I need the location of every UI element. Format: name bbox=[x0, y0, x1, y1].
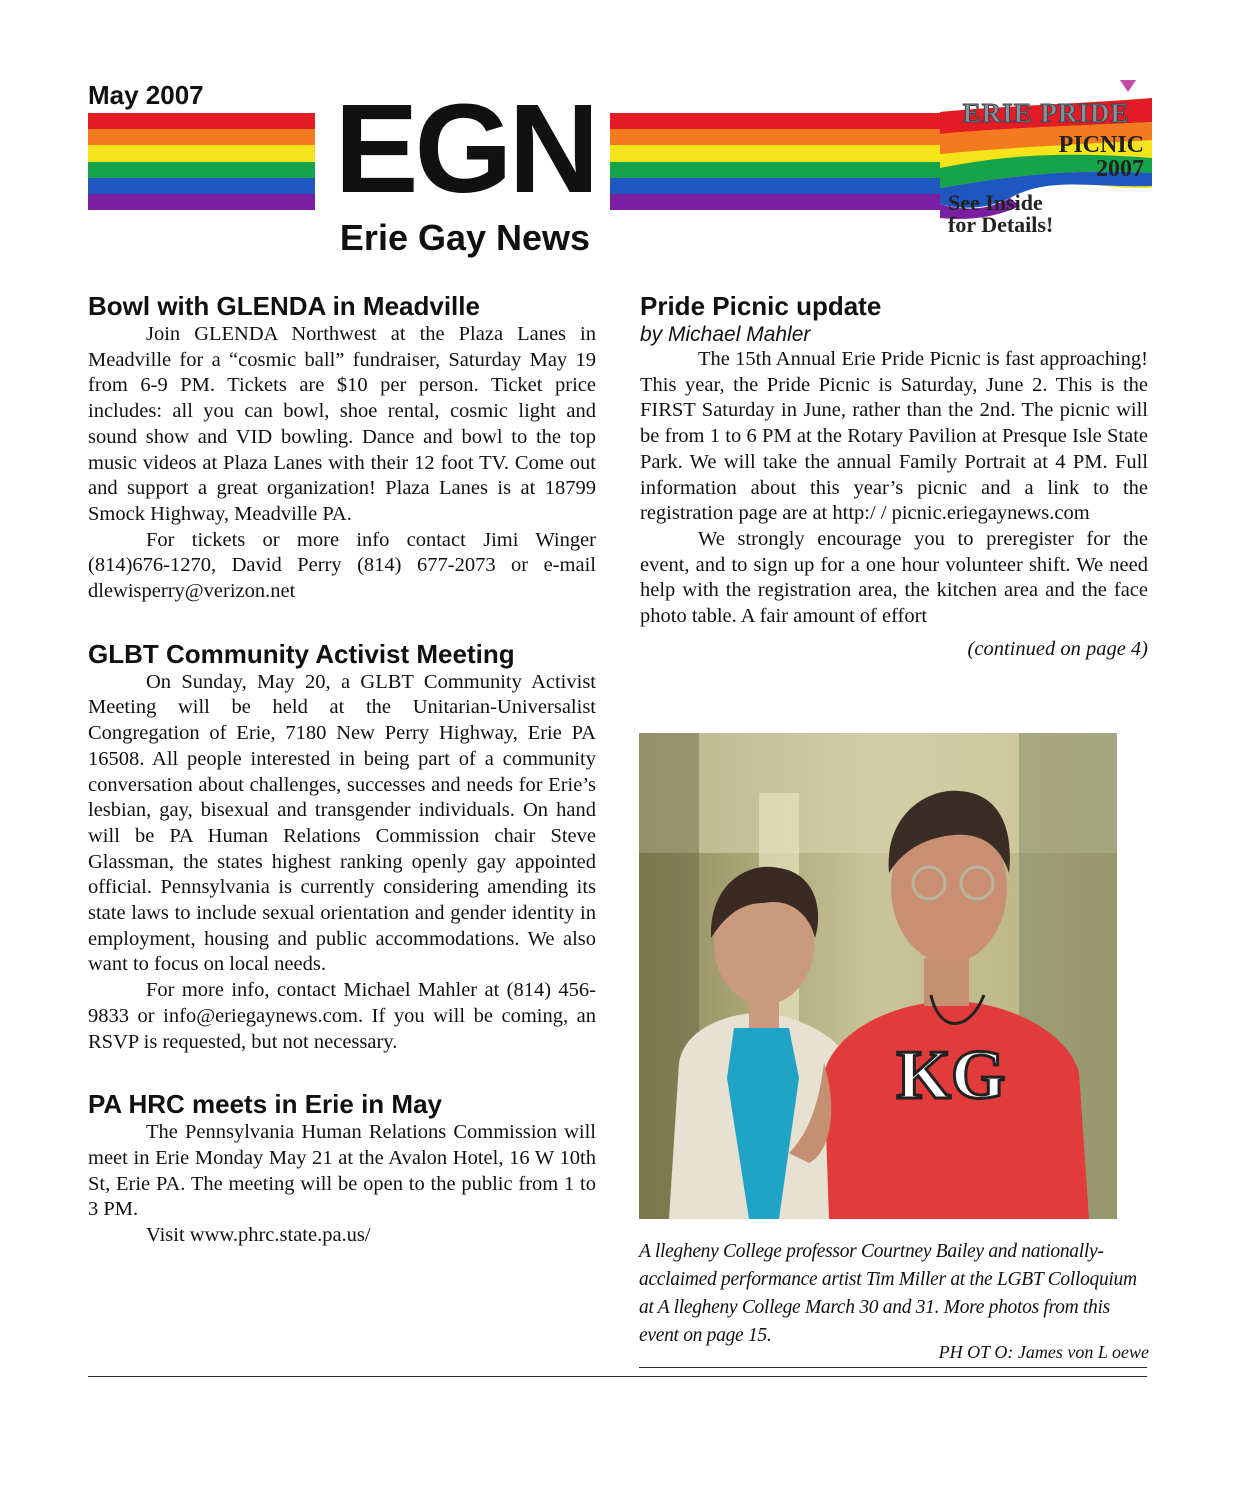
badge-title: ERIE PRIDE bbox=[962, 98, 1130, 128]
article-pa-hrc bbox=[88, 1088, 596, 1249]
badge-see-inside: See Inside bbox=[948, 190, 1043, 215]
event-photo bbox=[639, 733, 1117, 1219]
article-paragraph: The Pennsylvania Human Relations Commission will meet in Erie Monday May 21 at the Avalon Hotel, 16 W 10th St, Erie PA. The meeting will be open to the public from 1 to 3 PM. bbox=[88, 1121, 596, 1221]
article-byline: by Michael Mahler bbox=[640, 323, 811, 346]
picnic-badge bbox=[940, 78, 1152, 238]
photo-credit: PH OT O: James von L oewe bbox=[938, 1342, 1149, 1362]
article-headline: GLBT Community Activist Meeting bbox=[88, 638, 515, 669]
article-bowl-glenda bbox=[88, 290, 596, 605]
article-paragraph: We strongly encourage you to preregister for the event, and to sign up for a one hour volunteer shift. We need help with the registration area, the kitchen area and the face photo table. A fair amount of effort bbox=[640, 527, 1148, 628]
article-headline: PA HRC meets in Erie in May bbox=[88, 1089, 442, 1120]
article-paragraph: The 15th Annual Erie Pride Picnic is fast approaching! This year, the Pride Picnic is Saturday, June 2. This is the FIRST Saturday in June, rather than the 2nd. The picnic will be from 1 to 6 PM at the Rotary Pavilion at Presque Isle State Park. We will take the annual Family Portrait at 4 PM. Full information about this year’s picnic and a link to the registration page are at http:/ / picnic.eriegaynews.com bbox=[640, 348, 1148, 525]
footer-divider bbox=[88, 1376, 1147, 1377]
article-glbt-meeting bbox=[88, 638, 596, 1056]
badge-details: for Details! bbox=[948, 212, 1054, 237]
left-column bbox=[88, 290, 596, 1249]
article-paragraph: Join GLENDA Northwest at the Plaza Lanes in Meadville for a “cosmic ball” fundraiser, Saturday May 19 from 6-9 PM. Tickets are $10 per person. Ticket price includes: all you can bowl, shoe rental, cosmic light and sound show and VID bowling. Dance and bowl to the top music videos at Plaza Lanes with their 12 foot TV. Come out and support a great organization! Plaza Lanes is at 18799 Smock Highway, Meadville PA. bbox=[88, 323, 596, 525]
photo-caption: A llegheny College professor Courtney Bailey and nationally-acclaimed performance artist Tim Miller at the LGBT Colloquium at A llegheny College March 30 and 31. More photos from this event on page 15. bbox=[639, 1241, 1137, 1346]
article-paragraph: For tickets or more info contact Jimi Winger (814)676-1270, David Perry (814) 677-2073 or e-mail dlewisperry@verizon.net bbox=[88, 528, 596, 603]
stripe-purple bbox=[610, 194, 942, 210]
stripe-blue bbox=[88, 178, 315, 194]
issue-date: May 2007 bbox=[88, 80, 204, 110]
stripe-red bbox=[88, 113, 315, 129]
rainbow-stripes-right bbox=[610, 113, 942, 210]
badge-picnic: PICNIC bbox=[1058, 132, 1144, 158]
shirt-logo: KG bbox=[896, 1037, 1006, 1114]
right-column bbox=[640, 290, 1148, 662]
stripe-blue bbox=[610, 178, 942, 194]
stripe-orange bbox=[88, 129, 315, 145]
badge-year: 2007 bbox=[1096, 156, 1144, 182]
stripe-green bbox=[88, 162, 315, 178]
article-paragraph: For more info, contact Michael Mahler at (814) 456-9833 or info@eriegaynews.com. If you will be coming, an RSVP is requested, but not necessary. bbox=[88, 979, 596, 1053]
masthead-subtitle: Erie Gay News bbox=[339, 217, 591, 258]
stripe-purple bbox=[88, 194, 315, 210]
stripe-green bbox=[610, 162, 942, 178]
masthead-logo: EGN bbox=[334, 78, 596, 219]
article-paragraph: Visit www.phrc.state.pa.us/ bbox=[146, 1224, 371, 1247]
stripe-orange bbox=[610, 129, 942, 145]
stripe-yellow bbox=[88, 145, 315, 161]
photo-divider bbox=[639, 1367, 1147, 1368]
article-headline: Pride Picnic update bbox=[640, 291, 882, 321]
article-headline: Bowl with GLENDA in Meadville bbox=[88, 291, 480, 321]
stripe-yellow bbox=[610, 145, 942, 161]
stripe-red bbox=[610, 113, 942, 129]
continued-note: (continued on page 4) bbox=[967, 637, 1148, 660]
rainbow-stripes-left bbox=[88, 113, 315, 210]
article-paragraph: On Sunday, May 20, a GLBT Community Activist Meeting will be held at the Unitarian-Universalist Congregation of Erie, 7180 New Perry Highway, Erie PA 16508. All people interested in being part of a community conversation about challenges, successes and needs for Erie’s lesbian, gay, bisexual and transgender individuals. On hand will be PA Human Relations Commission chair Steve Glassman, the states highest ranking openly gay appointed official. Pennsylvania is currently considering amending its state laws to include sexual orientation and gender identity in employment, housing and public accommodations. We also want to focus on local needs. bbox=[88, 670, 596, 976]
